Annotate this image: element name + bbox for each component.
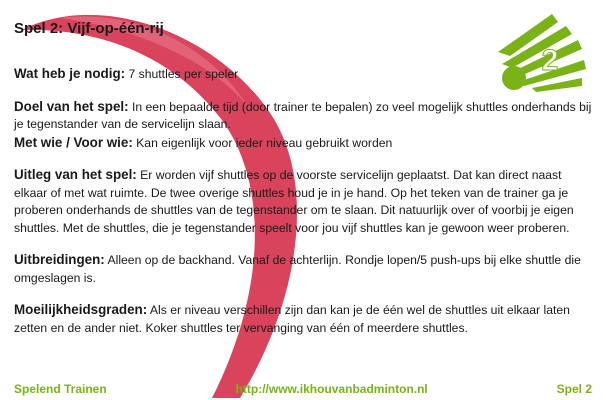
section-goal bbox=[14, 98, 594, 134]
page-footer bbox=[14, 382, 592, 396]
section-label: Met wie / Voor wie: bbox=[14, 134, 133, 150]
section-text: In een bepaalde tijd (door trainer te bepalen) zo veel mogelijk shuttles onderhands bij je tegenstander van de servicelijn slaan. bbox=[14, 99, 592, 131]
section-explanation bbox=[14, 166, 594, 237]
document-body bbox=[14, 20, 594, 337]
section-extensions bbox=[14, 251, 594, 287]
section-text: Als er niveau verschillen zijn dan kan je de één wel de shuttles uit elkaar laten zetten en de ander niet. Koker shuttles ter vervanging van één of meerdere shuttles. bbox=[14, 303, 570, 335]
footer-url-link[interactable]: http://www.ikhouvanbadminton.nl bbox=[235, 382, 428, 396]
section-text: 7 shuttles per speler bbox=[125, 67, 239, 81]
section-text: Alleen op de backhand. Vanaf de achterlijn. Rondje lopen/5 push-ups bij elke shuttle die omgeslagen is. bbox=[14, 253, 581, 285]
page-title: Spel 2: Vijf-op-één-rij bbox=[14, 20, 164, 37]
footer-left: Spelend Trainen bbox=[14, 382, 107, 396]
section-label: Uitleg van het spel: bbox=[14, 167, 137, 182]
section-label: Doel van het spel: bbox=[14, 98, 129, 114]
section-label: Uitbreidingen: bbox=[14, 252, 105, 267]
footer-right: Spel 2 bbox=[556, 382, 592, 396]
section-label: Moeilijkheidsgraden: bbox=[14, 302, 148, 317]
section-text: Er worden vijf shuttles op de voorste servicelijn geplaatst. Dat kan direct naast elkaar of met wat ruimte. De twee overige shuttles houd je in je hand. Op het teken van de trainer ga je proberen onderhands de shuttles van de tegenstander om te slaan. Dit natuurlijk over of voorbij je eigen shuttles. Met de shuttles, die je tegenstander speelt voor jou vijf shuttles kan je gewoon weer proberen. bbox=[14, 168, 574, 235]
section-difficulty bbox=[14, 301, 594, 337]
logo-number: 2 bbox=[541, 44, 559, 77]
section-text: Kan eigenlijk voor ieder niveau gebruikt worden bbox=[132, 135, 393, 150]
section-label: Wat heb je nodig: bbox=[14, 66, 126, 81]
section-materials bbox=[14, 65, 594, 84]
section-audience bbox=[14, 134, 594, 153]
